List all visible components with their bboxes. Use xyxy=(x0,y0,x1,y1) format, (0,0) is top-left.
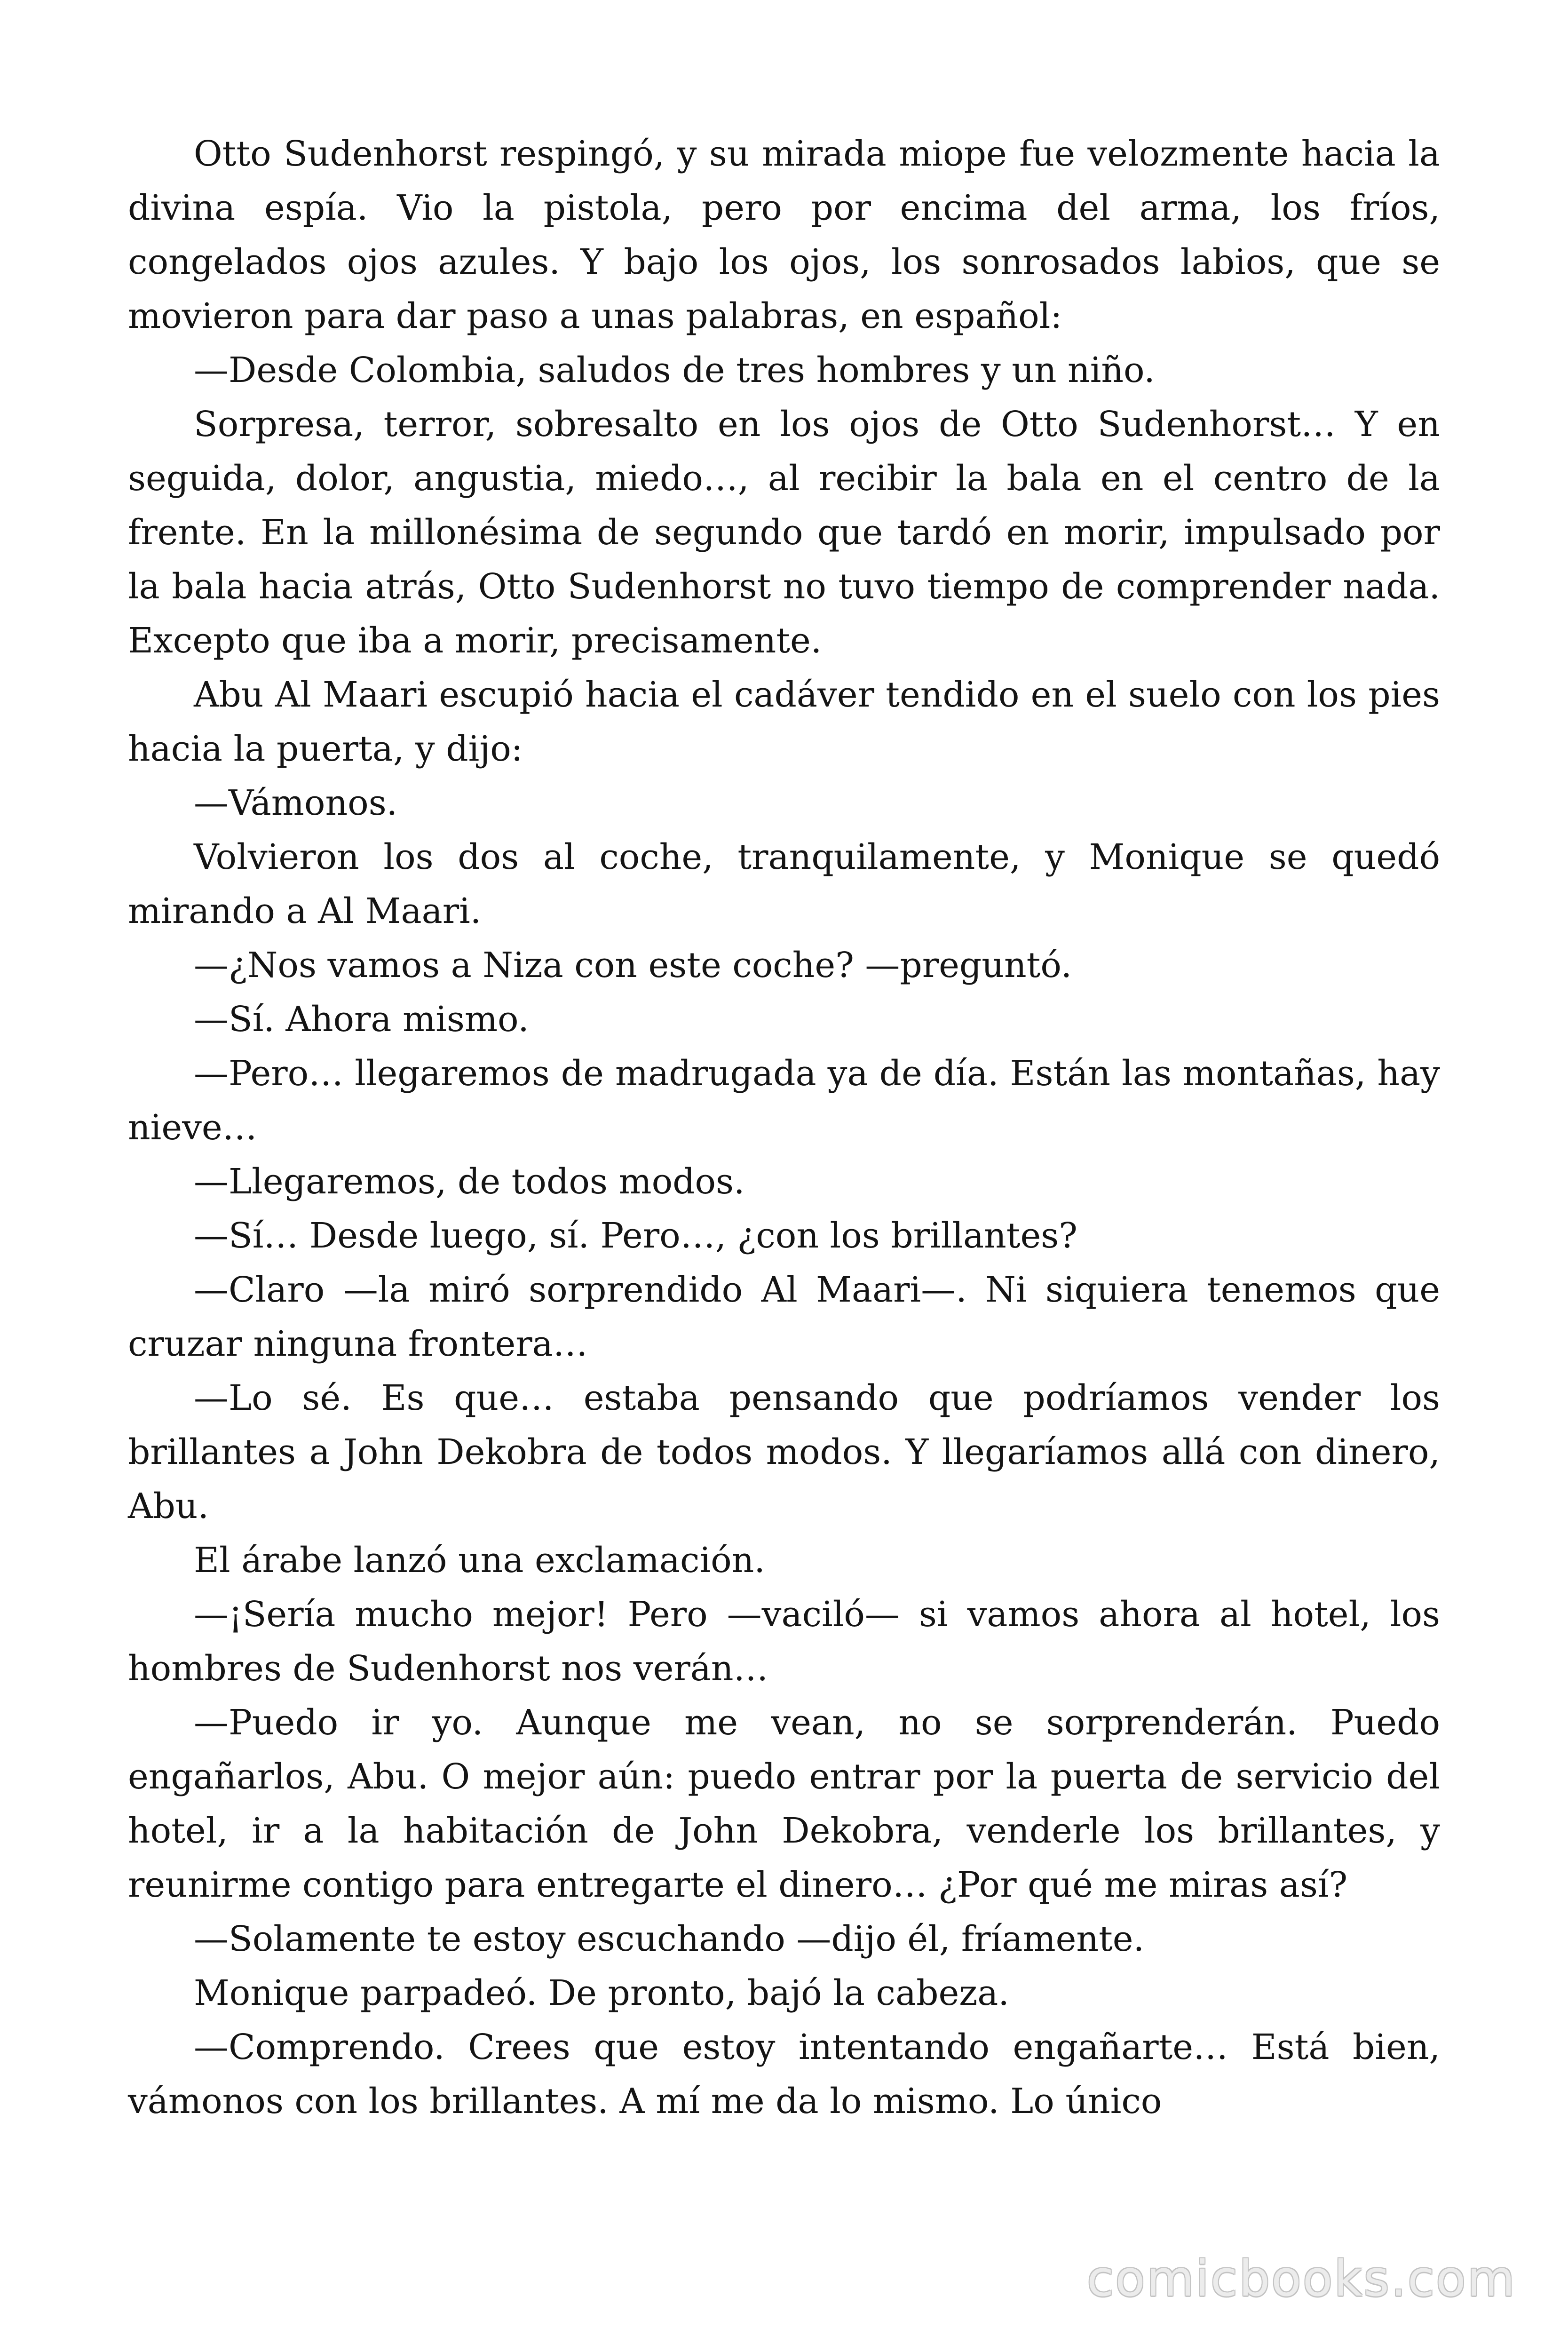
paragraph: Abu Al Maari escupió hacia el cadáver tendido en el suelo con los pies hacia la puerta, y dijo: xyxy=(128,675,1440,769)
paragraph: —Lo sé. Es que… estaba pensando que podríamos vender los brillantes a John Dekobra de todos modos. Y llegaríamos allá con dinero, Abu. xyxy=(128,1378,1440,1526)
paragraph: —Vámonos. xyxy=(194,783,398,823)
paragraph: —Sí. Ahora mismo. xyxy=(194,999,529,1040)
paragraph: —Pero… llegaremos de madrugada ya de día. Están las montañas, hay nieve… xyxy=(128,1053,1440,1148)
paragraph: —Claro —la miró sorprendido Al Maari—. Ni siquiera tenemos que cruzar ninguna frontera… xyxy=(128,1270,1440,1364)
paragraph: —¡Sería mucho mejor! Pero —vaciló— si vamos ahora al hotel, los hombres de Sudenhorst nos verán… xyxy=(128,1594,1440,1689)
paragraph: El árabe lanzó una exclamación. xyxy=(194,1540,765,1581)
paragraph: —Llegaremos, de todos modos. xyxy=(194,1161,745,1202)
watermark: comicbooks.com xyxy=(1086,2250,1516,2307)
paragraph: Otto Sudenhorst respingó, y su mirada miope fue velozmente hacia la divina espía. Vio la pistola, pero por encima del arma, los fríos, congelados ojos azules. Y bajo los ojos, los sonrosados labios, que se movieron para dar paso a unas palabras, en español: xyxy=(128,134,1440,336)
paragraph: —Puedo ir yo. Aunque me vean, no se sorprenderán. Puedo engañarlos, Abu. O mejor aún: puedo entrar por la puerta de servicio del hotel, ir a la habitación de John Dekobra, venderle los brillantes, y reunirme contigo para entregarte el dinero… ¿Por qué me miras así? xyxy=(128,1702,1440,1905)
paragraph: Monique parpadeó. De pronto, bajó la cabeza. xyxy=(194,1973,1009,2013)
paragraph: —Comprendo. Crees que estoy intentando engañarte… Está bien, vámonos con los brillantes. A mí me da lo mismo. Lo único xyxy=(128,2027,1440,2122)
book-page-text xyxy=(128,127,1440,2338)
paragraph: —¿Nos vamos a Niza con este coche? —preguntó. xyxy=(194,945,1072,985)
paragraph: Sorpresa, terror, sobresalto en los ojos de Otto Sudenhorst… Y en seguida, dolor, angustia, miedo…, al recibir la bala en el centro de la frente. En la millonésima de segundo que tardó en morir, impulsado por la bala hacia atrás, Otto Sudenhorst no tuvo tiempo de comprender nada. Excepto que iba a morir, precisamente. xyxy=(128,404,1440,661)
paragraph: —Sí… Desde luego, sí. Pero…, ¿con los brillantes? xyxy=(194,1216,1077,1256)
paragraph: —Solamente te estoy escuchando —dijo él, fríamente. xyxy=(194,1919,1145,1959)
paragraph: —Desde Colombia, saludos de tres hombres y un niño. xyxy=(194,350,1155,390)
paragraph: Volvieron los dos al coche, tranquilamente, y Monique se quedó mirando a Al Maari. xyxy=(128,837,1440,931)
